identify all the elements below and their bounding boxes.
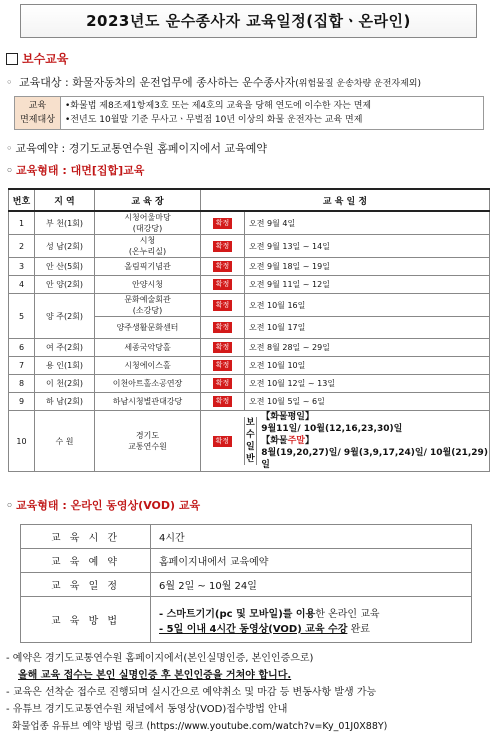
weekday-dates: 9월11일/ 10월(12,16,23,30)일 [261, 424, 403, 434]
confirmed-tag: 확정 [213, 378, 233, 389]
method-value [151, 597, 472, 643]
confirmed-tag: 확정 [213, 396, 233, 407]
section-title: 보수교육 [22, 52, 69, 66]
cell-region: 이 천(2회) [35, 375, 95, 393]
cell-date: 오전 10월 12일 ~ 13일 [245, 375, 490, 393]
confirmed-tag: 확정 [213, 279, 233, 290]
note-line: 올해 교육 접수는 본인 실명인증 후 본인인증을 거쳐야 합니다. [18, 670, 292, 681]
col-header-no: 번호 [9, 189, 35, 211]
form1-line [6, 162, 144, 178]
confirmed-tag: 확정 [213, 300, 233, 311]
weekend-label-a: 【화물 [261, 436, 288, 446]
cell-venue: 양주생활문화센터 [95, 317, 201, 339]
method-key: 교 육 방 법 [21, 597, 151, 643]
cell-tag [201, 235, 245, 258]
table-row [9, 411, 490, 472]
form1-text: 교육형태 : 대면[집합]교육 [16, 164, 145, 177]
table-row [9, 258, 490, 276]
cell-tag [201, 393, 245, 411]
cell-date: 오전 10월 17일 [245, 317, 490, 339]
form2-text: 교육형태 : 온라인 동영상(VOD) 교육 [16, 499, 201, 512]
online-value: 4시간 [151, 525, 472, 549]
exempt-label-1: 교육 [28, 101, 47, 111]
cell-venue: 경기도 교통연수원 [95, 411, 201, 472]
reserve-line [6, 140, 267, 156]
cell-date: 오전 10월 10일 [245, 357, 490, 375]
schedule-table [8, 188, 490, 472]
table-row [9, 393, 490, 411]
cell-date: 오전 10월 16일 [245, 294, 490, 317]
cell-tag [201, 317, 245, 339]
form2-line [6, 497, 200, 513]
table-row [9, 375, 490, 393]
confirmed-tag: 확정 [213, 241, 233, 252]
method-1a: - 스마트기기(pc 및 모바일)를 이용 [159, 608, 316, 620]
cell-date: 오전 9월 4일 [245, 211, 490, 235]
circle-bullet-icon: ◦ [6, 76, 13, 89]
cell-date: 오전 8월 28일 ~ 29일 [245, 339, 490, 357]
online-key: 교 육 시 간 [21, 525, 151, 549]
cell-tag [201, 294, 245, 317]
target-note: (위험물질 운송차량 운전자제외) [295, 79, 422, 89]
weekend-schedule [257, 411, 489, 471]
reserve-text: 교육예약 : 경기도교통연수원 홈페이지에서 교육예약 [15, 142, 267, 155]
cell-region: 수 원 [35, 411, 95, 472]
cell-venue: 세종국악당홀 [95, 339, 201, 357]
confirmed-tag: 확정 [213, 436, 233, 447]
weekday-label: 【화물평일】 [261, 412, 314, 422]
confirmed-tag: 확정 [213, 218, 233, 229]
cell-venue: 안양시청 [95, 276, 201, 294]
table-row [9, 339, 490, 357]
cell-region: 성 남(2회) [35, 235, 95, 258]
circle-bullet-icon: ◦ [6, 142, 13, 155]
cell-date: 오전 9월 13일 ~ 14일 [245, 235, 490, 258]
cell-date: 오전 9월 18일 ~ 19일 [245, 258, 490, 276]
note-line: - 예약은 경기도교통연수원 홈페이지에서(본인실명인증, 본인인증으로) [6, 653, 314, 664]
cell-side-label: 보 수 일 반 [244, 417, 258, 465]
cell-tag [201, 258, 245, 276]
cell-no: 9 [9, 393, 35, 411]
table-row [21, 573, 472, 597]
online-value: 6월 2일 ~ 10월 24일 [151, 573, 472, 597]
checkbox-square-icon [6, 53, 18, 65]
cell-venue: 시청에이스홀 [95, 357, 201, 375]
cell-no: 8 [9, 375, 35, 393]
table-row [21, 525, 472, 549]
notes [6, 650, 492, 735]
cell-no: 4 [9, 276, 35, 294]
cell-no: 7 [9, 357, 35, 375]
online-key: 교 육 일 정 [21, 573, 151, 597]
cell-date [201, 411, 490, 472]
table-row [9, 357, 490, 375]
cell-region: 부 천(1회) [35, 211, 95, 235]
confirmed-tag: 확정 [213, 322, 233, 333]
table-row [9, 294, 490, 317]
method-2a: - 5일 이내 4시간 동영상(VOD) 교육 수강 [159, 623, 348, 635]
cell-date: 오전 10월 5일 ~ 6일 [245, 393, 490, 411]
exempt-line-2: •전년도 10월말 기준 무사고ㆍ무벌점 10년 이상의 화물 운전자는 교육 면제 [65, 115, 363, 125]
online-table [20, 524, 472, 643]
cell-no: 1 [9, 211, 35, 235]
section-header-refresher [6, 50, 68, 67]
cell-region: 하 남(2회) [35, 393, 95, 411]
cell-tag [201, 211, 245, 235]
cell-venue: 시청어울마당 (대강당) [95, 211, 201, 235]
table-row [9, 276, 490, 294]
col-header-venue: 교 육 장 [95, 189, 201, 211]
cell-venue: 문화예술회관 (소강당) [95, 294, 201, 317]
method-1b: 한 온라인 교육 [315, 608, 380, 620]
cell-region: 안 산(5회) [35, 258, 95, 276]
cell-no: 10 [9, 411, 35, 472]
weekend-label-b: 주말 [287, 436, 305, 446]
method-2b: 완료 [347, 623, 370, 635]
cell-no: 3 [9, 258, 35, 276]
target-label: 교육대상 : [19, 76, 69, 89]
confirmed-tag: 확정 [213, 261, 233, 272]
cell-tag [201, 357, 245, 375]
exempt-label [15, 97, 61, 129]
cell-no: 6 [9, 339, 35, 357]
weekend-label-c: 】 [304, 436, 314, 446]
circle-bullet-icon: ◦ [6, 164, 14, 177]
page-title: 2023년도 운수종사자 교육일정(집합ㆍ온라인) [20, 4, 477, 38]
table-row [21, 549, 472, 573]
table-row [9, 211, 490, 235]
cell-tag [201, 276, 245, 294]
exempt-line-1: •화물법 제8조제1항제3호 또는 제4호의 교육을 당해 연도에 이수한 자는 면제 [65, 101, 372, 111]
cell-venue: 시청 (온누리실) [95, 235, 201, 258]
exempt-label-2: 면제대상 [20, 115, 55, 125]
cell-venue: 올림픽기념관 [95, 258, 201, 276]
cell-no: 2 [9, 235, 35, 258]
cell-tag [201, 339, 245, 357]
cell-region: 여 주(2회) [35, 339, 95, 357]
note-line: - 교육은 선착순 접수로 진행되며 실시간으로 예약취소 및 마감 등 변동사항 발생 가능 [6, 687, 377, 698]
cell-venue: 이천아트홀소공연장 [95, 375, 201, 393]
circle-bullet-icon: ◦ [6, 499, 14, 512]
note-line: 화물업종 유튜브 예약 방법 링크 (https://www.youtube.com/watch?v=Ky_01J0X88Y) [6, 721, 388, 732]
cell-date: 오전 9월 11일 ~ 12일 [245, 276, 490, 294]
exempt-text [61, 97, 375, 129]
weekend-dates: 8월(19,20,27)일/ 9월(3,9,17,24)일/ 10월(21,29)일 [261, 448, 488, 470]
table-row [9, 235, 490, 258]
confirmed-tag: 확정 [213, 360, 233, 371]
exempt-box [14, 96, 484, 130]
cell-region: 양 주(2회) [35, 294, 95, 339]
cell-no: 5 [9, 294, 35, 339]
confirmed-tag: 확정 [213, 342, 233, 353]
online-key: 교 육 예 약 [21, 549, 151, 573]
cell-region: 용 인(1회) [35, 357, 95, 375]
online-value: 홈페이지내에서 교육예약 [151, 549, 472, 573]
note-line: - 유튜브 경기도교통연수원 채널에서 동영상(VOD)접수방법 안내 [6, 704, 288, 715]
col-header-region: 지 역 [35, 189, 95, 211]
target-text: 화물자동차의 운전업무에 종사하는 운수종사자 [72, 76, 296, 89]
col-header-date: 교 육 일 정 [201, 189, 490, 211]
cell-tag [201, 375, 245, 393]
table-row [21, 597, 472, 643]
cell-region: 안 양(2회) [35, 276, 95, 294]
target-line [6, 74, 421, 90]
cell-venue: 하남시청별관대강당 [95, 393, 201, 411]
